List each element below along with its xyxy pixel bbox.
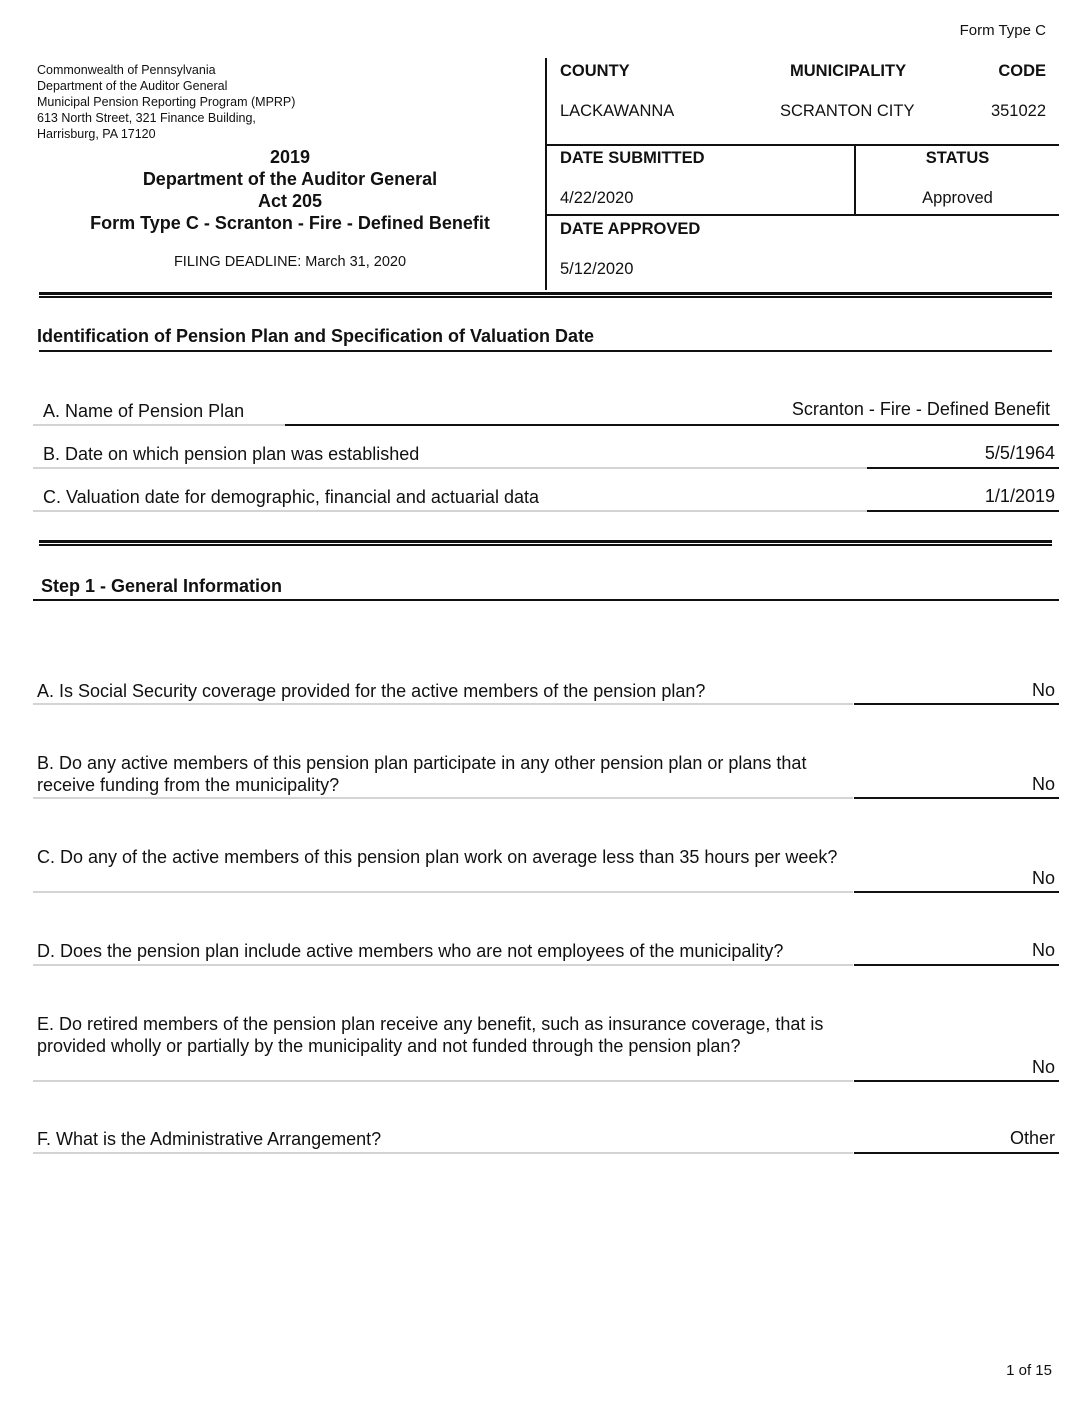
question-b-label: B. Do any active members of this pension plan participate in any other pension plan or plans that receive funding from the municipality?: [37, 753, 807, 795]
form-year: 2019: [269, 147, 311, 167]
valuation-date-label: C. Valuation date for demographic, financial and actuarial data: [43, 487, 539, 507]
status-label: STATUS: [925, 149, 990, 167]
section-rule: [39, 350, 1052, 352]
address-line: 613 North Street, 321 Finance Building,: [37, 111, 256, 125]
row-rule: [33, 891, 853, 893]
form-act: Act 205: [257, 191, 323, 211]
row-rule: [33, 510, 867, 512]
question-d-label: D. Does the pension plan include active members who are not employees of the municipality?: [37, 941, 784, 961]
form-dept: Department of the Auditor General: [142, 169, 438, 189]
answer-rule: [854, 1152, 1059, 1154]
date-approved-label: DATE APPROVED: [560, 220, 701, 238]
address-line: Harrisburg, PA 17120: [37, 127, 156, 141]
question-e-label: E. Do retired members of the pension plan receive any benefit, such as insurance coverage, that is provided wholly or partially by the municipality and not funded through the pension plan?: [37, 1014, 824, 1056]
county-value: LACKAWANNA: [560, 102, 675, 120]
filing-deadline: FILING DEADLINE: March 31, 2020: [173, 254, 407, 270]
address-line: Commonwealth of Pennsylvania: [37, 63, 216, 77]
form-name: Form Type C - Scranton - Fire - Defined Benefit: [90, 213, 490, 233]
answer-rule: [854, 703, 1059, 705]
date-submitted-label: DATE SUBMITTED: [560, 149, 705, 167]
answer-rule: [854, 1080, 1059, 1082]
section-rule: [33, 599, 1059, 601]
question-c-label: C. Do any of the active members of this pension plan work on average less than 35 hours per week?: [37, 847, 838, 867]
row-rule: [33, 703, 853, 705]
answer-rule: [854, 891, 1059, 893]
header-rule: [546, 144, 1059, 146]
municipality-label: MUNICIPALITY: [790, 62, 907, 80]
row-rule: [33, 1080, 853, 1082]
row-rule: [33, 467, 867, 469]
answer-rule: [867, 467, 1059, 469]
header-divider: [545, 58, 547, 290]
date-submitted-value: 4/22/2020: [560, 189, 634, 207]
row-rule: [33, 964, 853, 966]
established-date-value: 5/5/1964: [984, 443, 1055, 463]
form-title: [37, 146, 543, 234]
code-label: CODE: [998, 62, 1046, 80]
double-rule: [39, 540, 1052, 546]
question-a-label: A. Is Social Security coverage provided for the active members of the pension plan?: [37, 681, 706, 701]
municipality-value: SCRANTON CITY: [780, 102, 915, 120]
step1-section-title: Step 1 - General Information: [41, 576, 283, 596]
question-f-value: Other: [1009, 1128, 1055, 1148]
row-rule: [33, 797, 853, 799]
plan-name-label: A. Name of Pension Plan: [43, 401, 245, 421]
code-value: 351022: [990, 102, 1046, 120]
county-label: COUNTY: [560, 62, 630, 80]
date-approved-value: 5/12/2020: [560, 260, 634, 278]
plan-name-value: Scranton - Fire - Defined Benefit: [791, 399, 1050, 419]
answer-rule: [854, 797, 1059, 799]
address-line: Municipal Pension Reporting Program (MPRP): [37, 95, 296, 109]
answer-rule: [854, 964, 1059, 966]
answer-rule: [867, 510, 1059, 512]
header-rule: [546, 214, 1059, 216]
row-rule: [33, 1152, 853, 1154]
question-b-value: No: [1031, 774, 1055, 794]
identification-section-title: Identification of Pension Plan and Specification of Valuation Date: [37, 326, 595, 346]
valuation-date-value: 1/1/2019: [984, 486, 1055, 506]
double-rule: [39, 292, 1052, 298]
status-value: Approved: [922, 189, 993, 207]
row-rule: [33, 424, 285, 426]
question-e-value: No: [1031, 1057, 1055, 1077]
question-d-value: No: [1031, 940, 1055, 960]
form-type-label: Form Type C: [959, 22, 1046, 39]
question-a-value: No: [1031, 680, 1055, 700]
established-date-label: B. Date on which pension plan was established: [43, 444, 420, 464]
question-c-value: No: [1031, 868, 1055, 888]
answer-rule: [285, 424, 1059, 426]
agency-address: [37, 62, 295, 142]
page-number: 1 of 15: [1006, 1362, 1052, 1379]
question-f-label: F. What is the Administrative Arrangement?: [37, 1129, 382, 1149]
address-line: Department of the Auditor General: [37, 79, 228, 93]
